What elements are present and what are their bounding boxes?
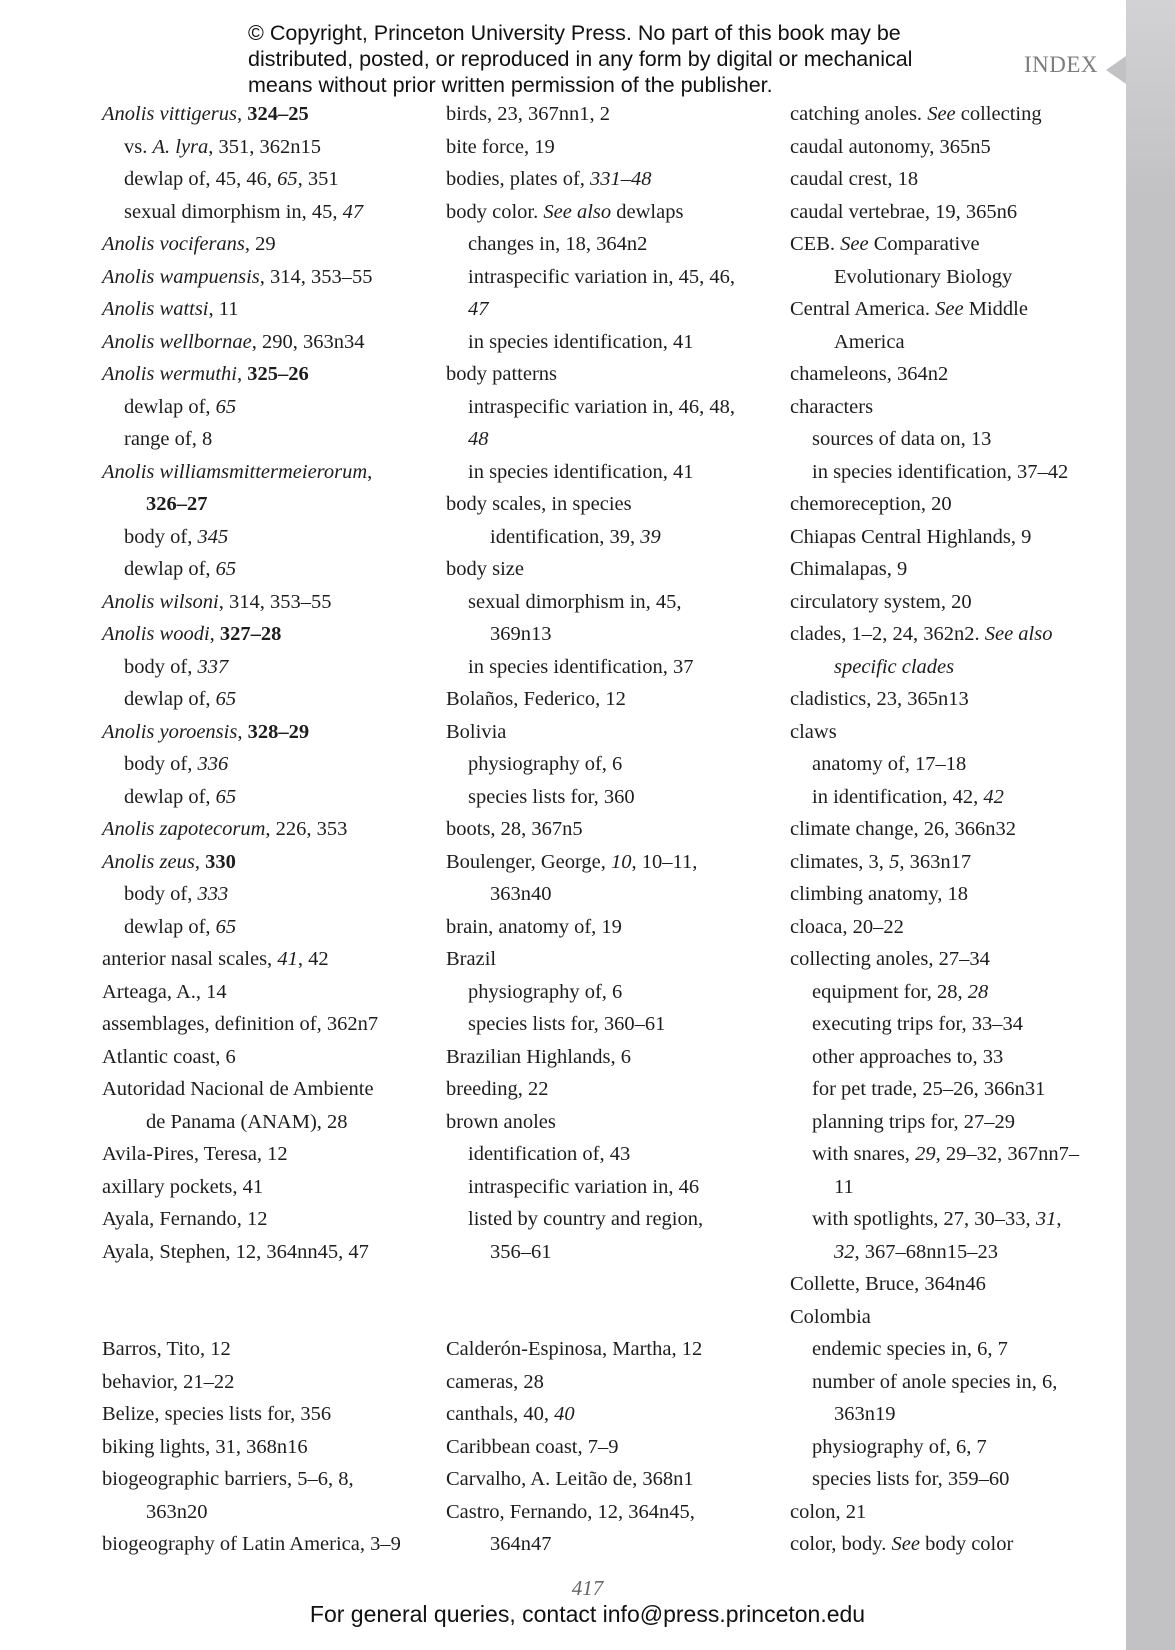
index-subentry: dewlap of, 65 bbox=[124, 395, 237, 418]
index-entry: Atlantic coast, 6 bbox=[102, 1045, 236, 1068]
index-entry: Anolis wattsi, 11 bbox=[102, 298, 239, 320]
index-subentry: other approaches to, 33 bbox=[812, 1045, 1004, 1068]
index-entry: Colombia bbox=[790, 1305, 871, 1328]
index-entry: body scales, in species bbox=[446, 493, 632, 515]
index-subentry: species lists for, 360–61 bbox=[468, 1013, 666, 1035]
index-subentry: in identification, 42, 42 bbox=[812, 785, 1004, 808]
index-column-3 bbox=[790, 98, 1079, 1561]
index-entry: cloaca, 20–22 bbox=[790, 915, 904, 938]
index-entry: Ayala, Fernando, 12 bbox=[102, 1208, 268, 1230]
page-number: 417 bbox=[571, 1576, 604, 1600]
index-subentry: species lists for, 359–60 bbox=[812, 1468, 1010, 1490]
index-entry-continuation: 363n40 bbox=[490, 883, 552, 905]
index-subentry: physiography of, 6 bbox=[468, 980, 623, 1003]
index-subentry: species lists for, 360 bbox=[468, 785, 635, 808]
index-subentry: range of, 8 bbox=[124, 428, 213, 450]
index-entry: caudal crest, 18 bbox=[790, 168, 919, 190]
index-entry: Brazil bbox=[446, 948, 497, 970]
index-subentry: for pet trade, 25–26, 366n31 bbox=[812, 1078, 1046, 1100]
index-subentry: endemic species in, 6, 7 bbox=[812, 1338, 1008, 1360]
index-entry: biking lights, 31, 368n16 bbox=[102, 1435, 308, 1458]
index-subentry: equipment for, 28, 28 bbox=[812, 980, 989, 1003]
index-subentry: dewlap of, 65 bbox=[124, 558, 237, 580]
index-entry: Anolis wampuensis, 314, 353–55 bbox=[102, 265, 373, 288]
index-entry: anterior nasal scales, 41, 42 bbox=[102, 948, 329, 970]
index-entry: Anolis williamsmittermeierorum, bbox=[102, 460, 373, 483]
index-entry: characters bbox=[790, 395, 874, 418]
index-entry: breeding, 22 bbox=[446, 1078, 549, 1100]
index-entry: caudal autonomy, 365n5 bbox=[790, 135, 991, 158]
index-entry: behavior, 21–22 bbox=[102, 1370, 235, 1393]
index-entry: catching anoles. See collecting bbox=[790, 103, 1042, 125]
index-entry: collecting anoles, 27–34 bbox=[790, 948, 990, 970]
index-entry: Autoridad Nacional de Ambiente bbox=[102, 1078, 374, 1100]
index-subentry: body of, 345 bbox=[124, 525, 229, 548]
footer-contact: For general queries, contact info@press.princeton.edu bbox=[309, 1601, 866, 1627]
index-entry: climate change, 26, 366n32 bbox=[790, 818, 1017, 840]
index-entry: bodies, plates of, 331–48 bbox=[446, 168, 652, 190]
index-entry: Calderón-Espinosa, Martha, 12 bbox=[446, 1338, 703, 1360]
index-entry: Arteaga, A., 14 bbox=[102, 980, 227, 1003]
index-entry: Central America. See Middle bbox=[790, 298, 1028, 320]
index-entry: biogeographic barriers, 5–6, 8, bbox=[102, 1468, 354, 1490]
index-entry: Chimalapas, 9 bbox=[790, 558, 908, 580]
index-subentry: intraspecific variation in, 45, 46, bbox=[468, 265, 735, 288]
index-entry: Carvalho, A. Leitão de, 368n1 bbox=[446, 1468, 694, 1490]
index-entry: brown anoles bbox=[446, 1110, 556, 1133]
copyright-line: distributed, posted, or reproduced in any form by digital or mechanical bbox=[248, 47, 913, 71]
index-entry: colon, 21 bbox=[790, 1500, 867, 1523]
index-entry: Bolaños, Federico, 12 bbox=[446, 688, 626, 710]
index-entry: Brazilian Highlands, 6 bbox=[446, 1045, 632, 1068]
index-entry: Chiapas Central Highlands, 9 bbox=[790, 525, 1032, 548]
index-subentry: intraspecific variation in, 46, 48, bbox=[468, 395, 735, 418]
index-subentry: in species identification, 41 bbox=[468, 330, 694, 353]
index-entry: climates, 3, 5, 363n17 bbox=[790, 850, 972, 873]
index-entry: brain, anatomy of, 19 bbox=[446, 915, 622, 938]
index-subentry: body of, 333 bbox=[124, 883, 229, 905]
index-entry: Belize, species lists for, 356 bbox=[102, 1403, 332, 1425]
index-entry: Avila-Pires, Teresa, 12 bbox=[102, 1143, 288, 1165]
index-entry-continuation: specific clades bbox=[834, 655, 955, 678]
index-entry: claws bbox=[790, 720, 837, 743]
index-entry-continuation: Evolutionary Biology bbox=[834, 265, 1013, 288]
index-entry: climbing anatomy, 18 bbox=[790, 883, 969, 905]
index-subentry: in species identification, 37 bbox=[468, 655, 694, 678]
index-subentry: 47 bbox=[468, 298, 489, 320]
index-subentry: dewlap of, 65 bbox=[124, 688, 237, 710]
index-subentry: dewlap of, 65 bbox=[124, 785, 237, 808]
index-entry: Caribbean coast, 7–9 bbox=[446, 1435, 619, 1458]
index-entry: body patterns bbox=[446, 363, 558, 385]
index-subentry: anatomy of, 17–18 bbox=[812, 753, 967, 775]
copyright-notice bbox=[248, 20, 988, 98]
chapter-tab bbox=[1126, 0, 1175, 1650]
index-entry: Anolis vociferans, 29 bbox=[102, 233, 276, 255]
index-subentry: dewlap of, 45, 46, 65, 351 bbox=[124, 168, 339, 190]
index-entry: Anolis wermuthi, 325–26 bbox=[102, 363, 309, 385]
index-column-2 bbox=[446, 98, 735, 1561]
index-subentry: dewlap of, 65 bbox=[124, 915, 237, 938]
index-subentry: number of anole species in, 6, bbox=[812, 1370, 1058, 1393]
index-entry-continuation: 32, 367–68nn15–23 bbox=[834, 1240, 998, 1263]
index-entry: assemblages, definition of, 362n7 bbox=[102, 1013, 379, 1035]
index-entry-continuation: 369n13 bbox=[490, 623, 552, 645]
index-entry: biogeography of Latin America, 3–9 bbox=[102, 1533, 401, 1555]
index-subentry: 48 bbox=[468, 428, 489, 450]
index-entry: color, body. See body color bbox=[790, 1533, 1014, 1555]
index-subentry: body of, 336 bbox=[124, 753, 229, 775]
index-entry-continuation: 11 bbox=[834, 1175, 854, 1198]
index-subentry: sexual dimorphism in, 45, 47 bbox=[124, 200, 364, 223]
index-entry: Bolivia bbox=[446, 720, 507, 743]
index-subentry: changes in, 18, 364n2 bbox=[468, 233, 648, 255]
index-subentry: in species identification, 41 bbox=[468, 460, 694, 483]
index-entry: Anolis wilsoni, 314, 353–55 bbox=[102, 590, 332, 613]
index-subentry: intraspecific variation in, 46 bbox=[468, 1175, 700, 1198]
index-entry: Barros, Tito, 12 bbox=[102, 1338, 231, 1360]
index-entry: Boulenger, George, 10, 10–11, bbox=[446, 850, 698, 873]
index-entry: axillary pockets, 41 bbox=[102, 1175, 264, 1198]
letter-group-gap bbox=[446, 1268, 735, 1333]
index-entry: Anolis woodi, 327–28 bbox=[102, 623, 282, 645]
index-entry-continuation: 326–27 bbox=[146, 493, 208, 515]
index-column-1 bbox=[102, 98, 401, 1561]
index-entry: circulatory system, 20 bbox=[790, 590, 972, 613]
index-subentry: vs. A. lyra, 351, 362n15 bbox=[124, 135, 322, 158]
letter-group-gap bbox=[102, 1268, 401, 1333]
index-entry-continuation: identification, 39, 39 bbox=[490, 525, 661, 548]
index-entry: Anolis vittigerus, 324–25 bbox=[102, 103, 309, 125]
index-entry: Anolis zeus, 330 bbox=[102, 850, 236, 873]
index-entry: chemoreception, 20 bbox=[790, 493, 952, 515]
index-entry: canthals, 40, 40 bbox=[446, 1403, 575, 1425]
index-entry: bite force, 19 bbox=[446, 135, 555, 158]
index-entry: cladistics, 23, 365n13 bbox=[790, 688, 969, 710]
running-head: INDEX bbox=[1024, 52, 1099, 77]
index-entry: Collette, Bruce, 364n46 bbox=[790, 1273, 986, 1295]
index-entry: Anolis zapotecorum, 226, 353 bbox=[102, 818, 348, 840]
index-entry-continuation: 363n19 bbox=[834, 1403, 896, 1425]
index-subentry: identification of, 43 bbox=[468, 1143, 631, 1165]
index-entry: caudal vertebrae, 19, 365n6 bbox=[790, 200, 1018, 223]
index-entry: boots, 28, 367n5 bbox=[446, 818, 583, 840]
index-entry: body color. See also dewlaps bbox=[446, 200, 684, 223]
index-entry: CEB. See Comparative bbox=[790, 233, 980, 255]
chapter-tab-notch bbox=[1106, 56, 1126, 84]
copyright-line: © Copyright, Princeton University Press. No part of this book may be bbox=[248, 21, 901, 45]
index-subentry: in species identification, 37–42 bbox=[812, 460, 1069, 483]
index-entry-continuation: 356–61 bbox=[490, 1240, 552, 1263]
index-entry-continuation: 363n20 bbox=[146, 1500, 208, 1523]
index-entry: birds, 23, 367nn1, 2 bbox=[446, 103, 610, 125]
index-subentry: with snares, 29, 29–32, 367nn7– bbox=[812, 1143, 1080, 1165]
index-subentry: physiography of, 6, 7 bbox=[812, 1435, 987, 1458]
copyright-line: means without prior written permission of the publisher. bbox=[248, 73, 773, 97]
index-entry: clades, 1–2, 24, 362n2. See also bbox=[790, 623, 1053, 645]
index-subentry: planning trips for, 27–29 bbox=[812, 1110, 1016, 1133]
index-entry-continuation: America bbox=[834, 330, 905, 353]
index-subentry: sexual dimorphism in, 45, bbox=[468, 590, 682, 613]
index-subentry: executing trips for, 33–34 bbox=[812, 1013, 1023, 1035]
index-entry-continuation: 364n47 bbox=[490, 1533, 552, 1555]
chapter-tab-highlight bbox=[1126, 0, 1175, 200]
index-entry: Ayala, Stephen, 12, 364nn45, 47 bbox=[102, 1240, 369, 1263]
index-entry: body size bbox=[446, 558, 524, 580]
index-entry: Castro, Fernando, 12, 364n45, bbox=[446, 1500, 695, 1523]
index-entry-continuation: de Panama (ANAM), 28 bbox=[146, 1110, 348, 1133]
index-entry: Anolis yoroensis, 328–29 bbox=[102, 720, 310, 743]
index-entry: Anolis wellbornae, 290, 363n34 bbox=[102, 330, 365, 353]
index-entry: chameleons, 364n2 bbox=[790, 363, 949, 385]
index-subentry: listed by country and region, bbox=[468, 1208, 704, 1230]
index-subentry: sources of data on, 13 bbox=[812, 428, 992, 450]
index-entry: cameras, 28 bbox=[446, 1370, 544, 1393]
index-subentry: physiography of, 6 bbox=[468, 753, 623, 775]
index-subentry: with spotlights, 27, 30–33, 31, bbox=[812, 1208, 1062, 1230]
index-subentry: body of, 337 bbox=[124, 655, 229, 678]
